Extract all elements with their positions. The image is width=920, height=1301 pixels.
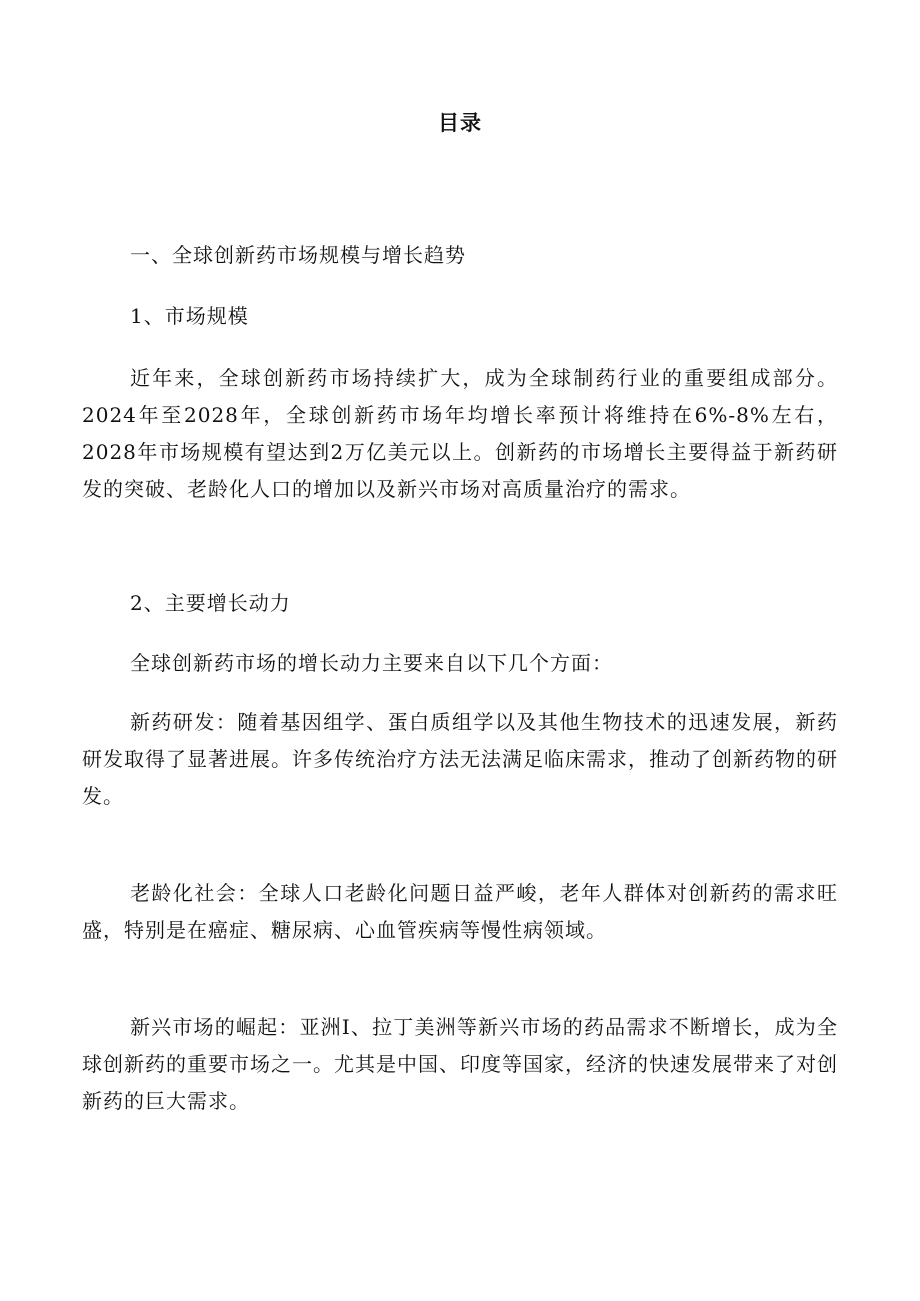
paragraph-driver-rd: 新药研发：随着基因组学、蛋白质组学以及其他生物技术的迅速发展，新药研发取得了显著进展。许多传统治疗方法无法满足临床需求，推动了创新药物的研发。 xyxy=(82,710,838,808)
paragraph-growth-drivers-intro: 全球创新药市场的增长动力主要来自以下几个方面： xyxy=(130,651,613,675)
paragraph-driver-emerging-markets: 新兴市场的崛起：亚洲I、拉丁美洲等新兴市场的药品需求不断增长，成为全球创新药的重要市场之一。尤其是中国、印度等国家，经济的快速发展带来了对创新药的巨大需求。 xyxy=(82,1015,838,1113)
page-title: 目录 xyxy=(438,111,482,135)
subheading-market-size: 1、市场规模 xyxy=(130,304,249,328)
paragraph-driver-aging: 老龄化社会：全球人口老龄化问题日益严峻，老年人群体对创新药的需求旺盛，特别是在癌症、糖尿病、心血管疾病等慢性病领域。 xyxy=(82,881,838,942)
subheading-growth-drivers: 2、主要增长动力 xyxy=(130,591,291,615)
section-heading-market-size-growth: 一、全球创新药市场规模与增长趋势 xyxy=(130,243,466,267)
paragraph-market-size: 近年来，全球创新药市场持续扩大，成为全球制药行业的重要组成部分。2024年至2028年，全球创新药市场年均增长率预计将维持在6%-8%左右，2028年市场规模有望达到2万亿美元以上。创新药的市场增长主要得益于新药研发的突破、老龄化人口的增加以及新兴市场对高质量治疗的需求。 xyxy=(82,366,838,501)
